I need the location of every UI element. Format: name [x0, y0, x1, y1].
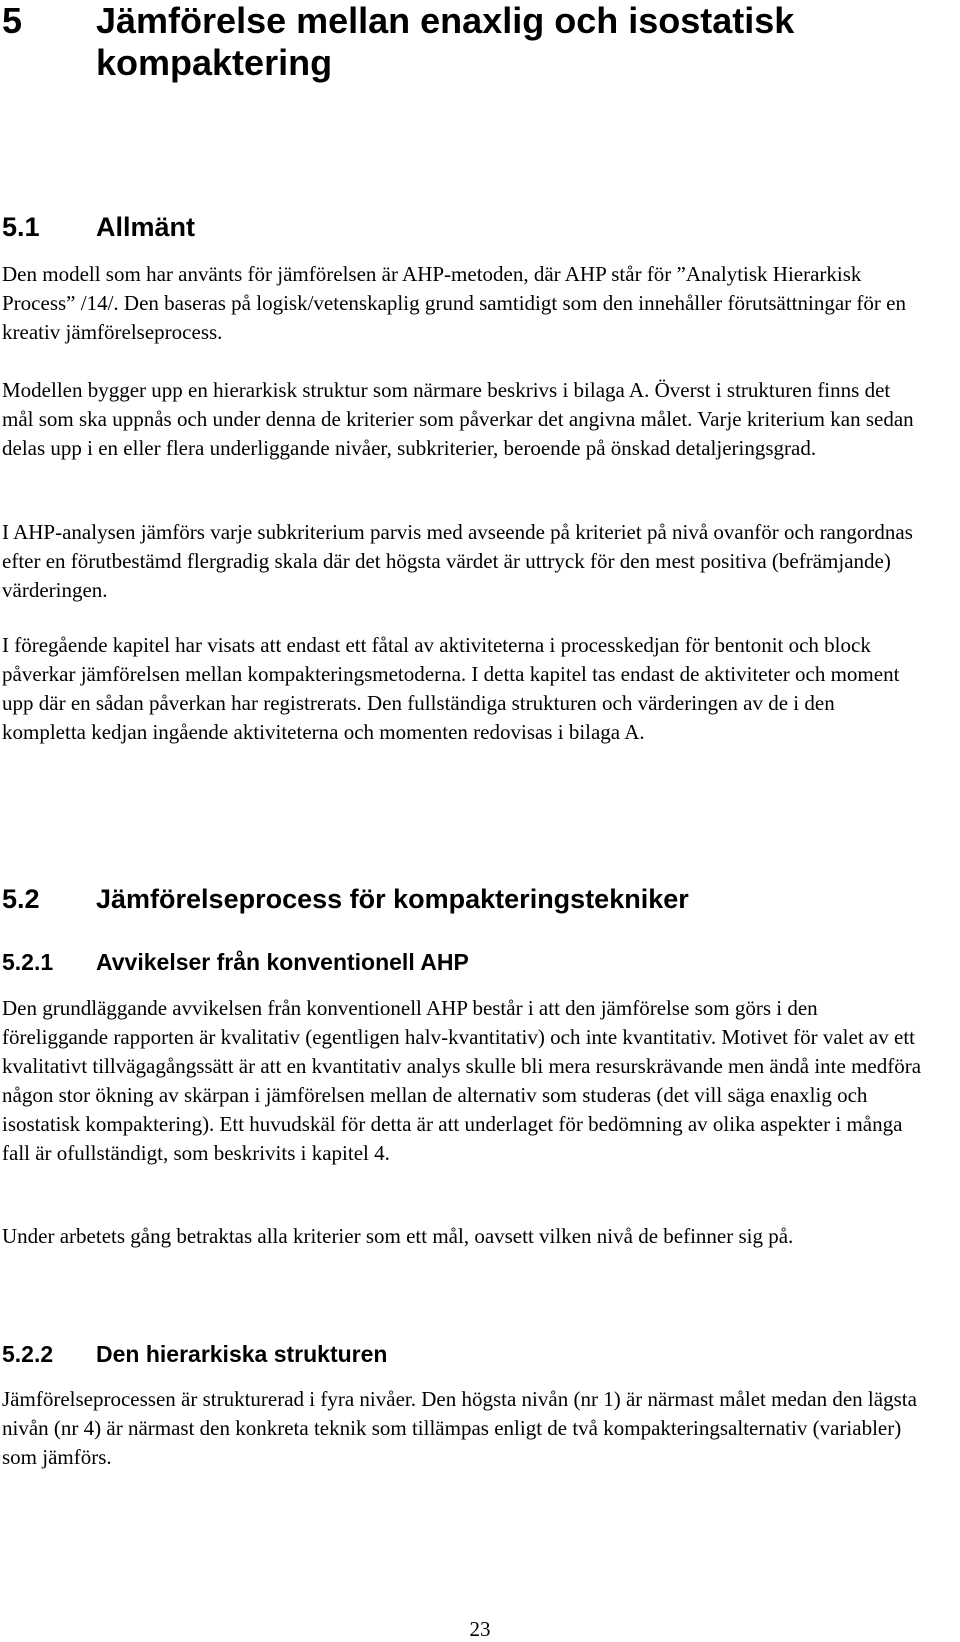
- subsection-number: 5.2.2: [2, 1341, 54, 1367]
- chapter-title: Jämförelse mellan enaxlig och isostatisk kompaktering: [96, 0, 795, 83]
- section-number: 5.2: [2, 884, 40, 914]
- subsection-number: 5.2.1: [2, 949, 54, 975]
- chapter-number: 5: [2, 0, 23, 41]
- paragraph: Den grundläggande avvikelsen från konventionell AHP består i att den jämförelse som görs i den föreliggande rapporten är kvalitativ (egentligen halv-kvantitativ) och inte kvantitativ. Motivet för valet av ett kvalitativt tillvägagångssätt är att en kvantitativ analys skulle bli mera resurskrävande men ändå inte medföra någon stor ökning av skärpan i jämförelsen mellan de alternativ som studeras (det vill säga enaxlig och isostatisk kompaktering). Ett huvudskäl för detta är att underlaget för bedömning av olika aspekter i många fall är ofullständigt, som beskrivits i kapitel 4.: [2, 996, 922, 1165]
- section-title: Allmänt: [96, 212, 196, 242]
- section-heading-5-2: [2, 883, 689, 915]
- paragraph: Under arbetets gång betraktas alla kriterier som ett mål, oavsett vilken nivå de befinner sig på.: [2, 1224, 794, 1248]
- paragraph: Jämförelseprocessen är strukturerad i fyra nivåer. Den högsta nivån (nr 1) är närmast målet medan den lägsta nivån (nr 4) är närmast den konkreta teknik som tillämpas enligt de två kompakteringsalternativ (variabler) som jämförs.: [2, 1387, 917, 1469]
- section-number: 5.1: [2, 212, 40, 242]
- subsection-heading-5-2-2: [2, 1340, 387, 1368]
- paragraph: Modellen bygger upp en hierarkisk struktur som närmare beskrivs i bilaga A. Överst i strukturen finns det mål som ska uppnås och under denna de kriterier som påverkar det angivna målet. Varje kriterium kan sedan delas upp i en eller flera underliggande nivåer, subkriterier, beroende på önskad detaljeringsgrad.: [2, 378, 914, 460]
- paragraph: Den modell som har använts för jämförelsen är AHP-metoden, där AHP står för ”Analytisk Hierarkisk Process” /14/. Den baseras på logisk/vetenskaplig grund samtidigt som den innehåller förutsättningar för en kreativ jämförelseprocess.: [2, 262, 906, 344]
- section-heading-5-1: [2, 211, 195, 243]
- section-title: Jämförelseprocess för kompakteringstekniker: [96, 884, 689, 914]
- chapter-heading: [2, 0, 876, 84]
- subsection-title: Avvikelser från konventionell AHP: [96, 949, 469, 975]
- paragraph: I föregående kapitel har visats att endast ett fåtal av aktiviteterna i processkedjan för bentonit och block påverkar jämförelsen mellan kompakteringsmetoderna. I detta kapitel tas endast de aktiviteter och moment upp där en sådan påverkan har registrerats. Den fullständiga strukturen och värderingen av de i den kompletta kedjan ingående aktiviteterna och momenten redovisas i bilaga A.: [2, 633, 900, 744]
- subsection-heading-5-2-1: [2, 948, 469, 976]
- page-number: 23: [469, 1617, 491, 1641]
- subsection-title: Den hierarkiska strukturen: [96, 1341, 388, 1367]
- paragraph: I AHP-analysen jämförs varje subkriterium parvis med avseende på kriteriet på nivå ovanför och rangordnas efter en förutbestämd flergradig skala där det högsta värdet är uttryck för den mest positiva (befrämjande) värderingen.: [2, 520, 913, 602]
